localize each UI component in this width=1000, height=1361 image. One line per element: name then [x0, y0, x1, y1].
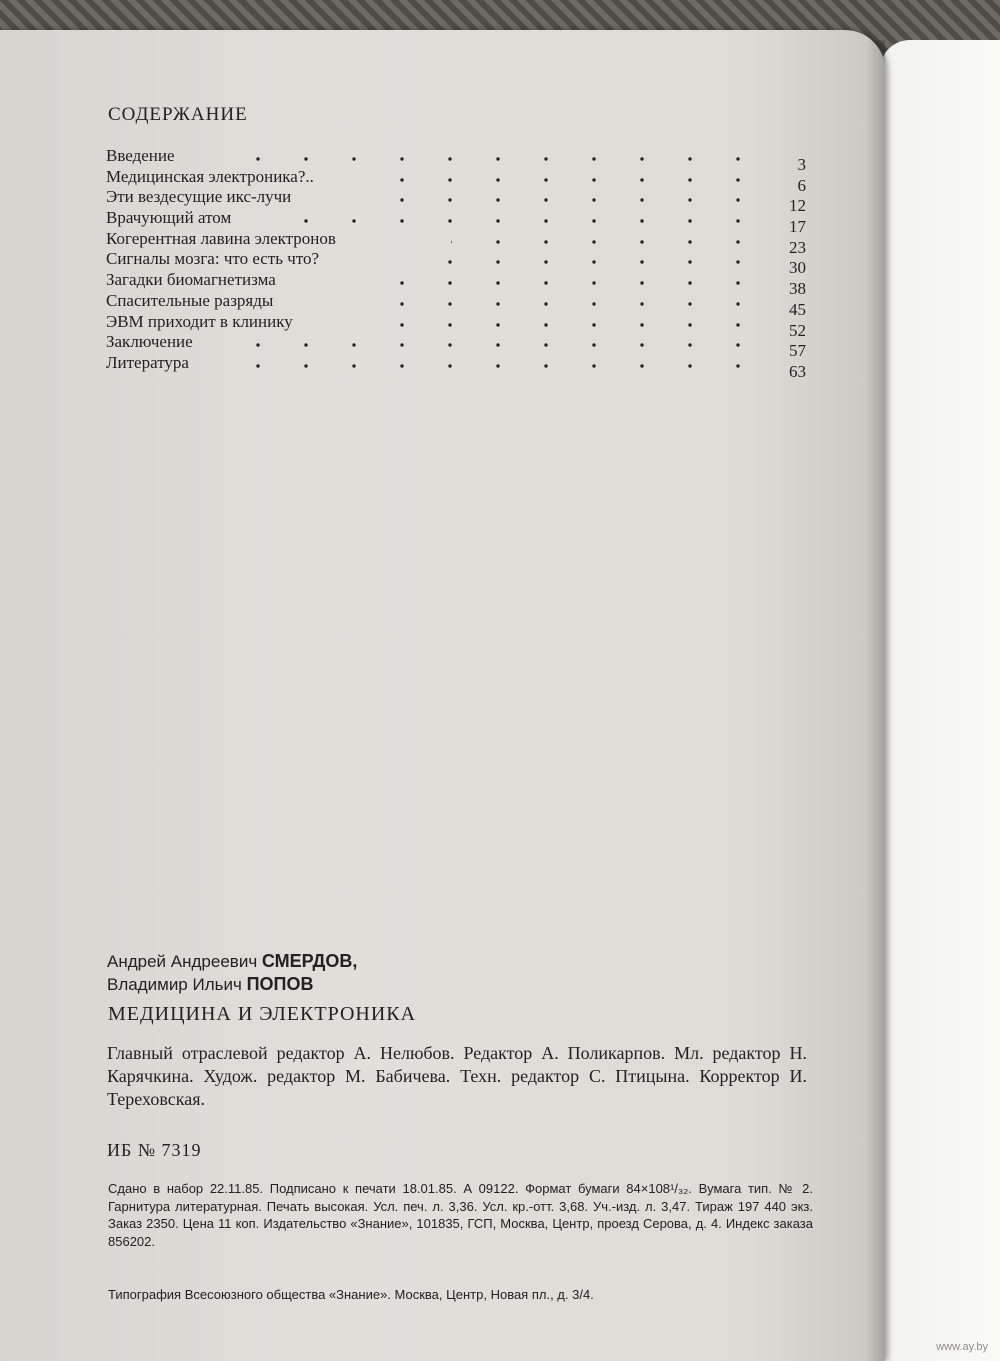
- toc-item-page: 52: [789, 320, 806, 340]
- editorial-credits: Главный отраслевой редактор А. Нелюбов. Редактор А. Поликарпов. Мл. редактор Н. Карячкина. Худож. редактор М. Бабичева. Техн. редактор С. Птицына. Корректор И. Тереховская.: [107, 1043, 807, 1109]
- watermark: www.ay.by: [936, 1341, 988, 1353]
- toc-leader-dots: [421, 260, 762, 264]
- toc-item-title: Медицинская электроника?..: [106, 166, 314, 186]
- toc-leader-dots: [451, 240, 762, 244]
- author-given-name: Владимир Ильич: [107, 975, 242, 994]
- toc-item-page: 38: [789, 279, 806, 299]
- toc-leader-dots: [366, 281, 762, 285]
- toc-item-page: 45: [789, 299, 806, 319]
- toc-item: [106, 332, 806, 361]
- imprint-printer: Типография Всесоюзного общества «Знание». Москва, Центр, Новая пл., д. 3/4.: [108, 1287, 594, 1302]
- page-fold-shadow: [865, 40, 885, 1361]
- toc-item-title: Врачующий атом: [106, 208, 232, 228]
- toc-item-title: Литература: [106, 352, 189, 372]
- toc-leader-dots: [386, 178, 762, 182]
- toc-item-page: 3: [797, 155, 806, 174]
- toc-leader-dots: [296, 219, 762, 223]
- book-title: МЕДИЦИНА И ЭЛЕКТРОНИКА: [108, 1003, 417, 1025]
- ib-number: ИБ № 7319: [107, 1140, 202, 1160]
- toc-item-title: Заключение: [106, 332, 193, 352]
- toc-leader-dots: [256, 343, 762, 347]
- table-of-contents: [106, 146, 806, 381]
- toc-item-page: 12: [789, 196, 806, 216]
- toc-heading: СОДЕРЖАНИЕ: [108, 104, 248, 125]
- toc-leader-dots: [246, 157, 762, 161]
- toc-item-title: Введение: [106, 146, 175, 165]
- authors-block: [107, 950, 357, 996]
- toc-item-page: 63: [789, 361, 806, 381]
- author-line: [107, 950, 357, 973]
- toc-leader-dots: [361, 302, 762, 306]
- toc-item: [106, 352, 806, 381]
- toc-item: [106, 208, 806, 237]
- toc-item-page: 23: [789, 237, 806, 257]
- toc-item-page: 6: [797, 175, 806, 195]
- toc-leader-dots: [381, 323, 762, 327]
- author-given-name: Андрей Андреевич: [107, 952, 258, 971]
- toc-item-page: 17: [789, 217, 806, 237]
- toc-item: [106, 228, 806, 257]
- author-line: [107, 973, 357, 996]
- toc-item-title: Сигналы мозга: что есть что?: [106, 249, 320, 269]
- toc-item-page: 57: [789, 341, 806, 361]
- toc-item: [106, 146, 806, 174]
- toc-item-title: Эти вездесущие икс-лучи: [106, 187, 292, 207]
- toc-item-page: 30: [789, 258, 806, 278]
- author-surname: ПОПОВ: [246, 974, 314, 994]
- toc-item: [106, 249, 806, 278]
- adjacent-page: [880, 40, 1000, 1361]
- toc-leader-dots: [256, 364, 762, 368]
- toc-item: [106, 187, 806, 216]
- imprint-details: Сдано в набор 22.11.85. Подписано к печати 18.01.85. А 09122. Формат бумаги 84×108¹/₃₂. Вумага тип. № 2. Гарнитура литературная. Печать высокая. Усл. печ. л. 3,36. Усл. кр.-отт. 3,68. Уч.-изд. л. 3,47. Тираж 197 440 экз. Заказ 2350. Цена 11 коп. Издательство «Знание», 101835, ГСП, Москва, Центр, проезд Серова, д. 4. Индекс заказа 856202.: [108, 1181, 813, 1249]
- toc-item-title: Спасительные разряды: [106, 290, 274, 310]
- toc-item-title: Загадки биомагнетизма: [106, 270, 276, 290]
- toc-item: [106, 311, 806, 340]
- toc-item: [106, 166, 806, 195]
- toc-item-title: Когерентная лавина электронов: [106, 228, 336, 248]
- toc-item: [106, 290, 806, 319]
- author-surname: СМЕРДОВ,: [261, 951, 358, 971]
- toc-leader-dots: [366, 198, 762, 202]
- toc-item-title: ЭВМ приходит в клинику: [106, 311, 293, 331]
- toc-item: [106, 270, 806, 299]
